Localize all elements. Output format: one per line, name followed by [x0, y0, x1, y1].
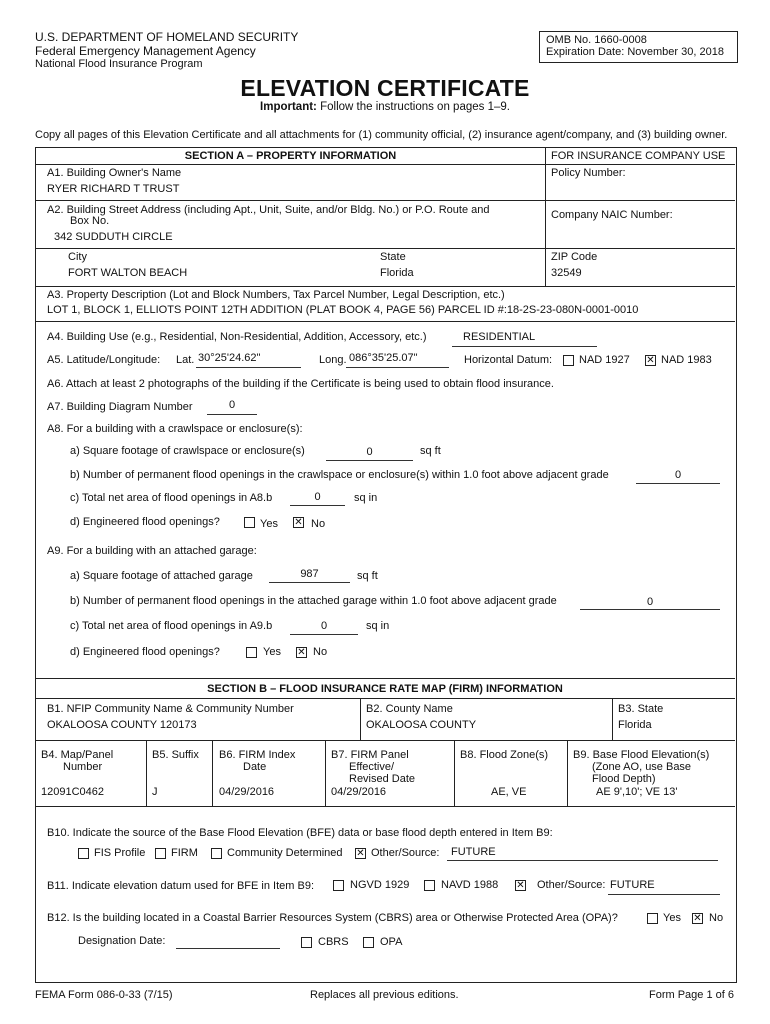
a9d-yes-checkbox[interactable] [246, 647, 257, 658]
a3-property-description[interactable]: LOT 1, BLOCK 1, ELLIOTS POINT 12TH ADDITION (PLAT BOOK 4, PAGE 56) PARCEL ID #:18-2S-23-080N-0001-0010 [47, 304, 639, 316]
a8c-label: c) Total net area of flood openings in A8.b [70, 492, 273, 504]
divider [35, 740, 735, 741]
b6-label: B6. FIRM Index [219, 749, 296, 761]
b10-label: B10. Indicate the source of the Base Flood Elevation (BFE) data or base flood depth entered in Item B9: [47, 827, 553, 839]
divider [325, 740, 326, 806]
a9d-no-label: No [313, 646, 328, 658]
designation-date-label: Designation Date: [78, 935, 166, 947]
b8-flood-zone[interactable]: AE, VE [491, 786, 527, 798]
b12-label: B12. Is the building located in a Coastal Barrier Resources System (CBRS) area or Otherwise Protected Area (OPA)? [47, 912, 618, 924]
opa-checkbox[interactable] [363, 937, 374, 948]
b11-other-source[interactable]: FUTURE [610, 879, 655, 891]
a9d-label: d) Engineered flood openings? [70, 646, 220, 658]
a2-label-2: Box No. [70, 215, 110, 227]
b9-label-2: (Zone AO, use Base [592, 761, 692, 773]
page-number: Form Page 1 of 6 [649, 989, 734, 1001]
b12-no-label: No [709, 912, 724, 924]
department-name: U.S. DEPARTMENT OF HOMELAND SECURITY [35, 30, 299, 44]
omb-number: OMB No. 1660-0008 [546, 34, 647, 46]
b11-label: B11. Indicate elevation datum used for BFE in Item B9: [47, 880, 314, 892]
b10-fis-label: FIS Profile [94, 847, 146, 859]
nad1983-checkbox[interactable] [645, 355, 656, 366]
b6-label-2: Date [243, 761, 267, 773]
nad1983-label: NAD 1983 [661, 354, 712, 366]
a8d-yes-checkbox[interactable] [244, 517, 255, 528]
a8a-label: a) Square footage of crawlspace or enclosure(s) [70, 445, 305, 457]
b1-community[interactable]: OKALOOSA COUNTY 120173 [47, 719, 197, 731]
b12-yes-checkbox[interactable] [647, 913, 658, 924]
cbrs-checkbox[interactable] [301, 937, 312, 948]
nad1927-checkbox[interactable] [563, 355, 574, 366]
divider [567, 740, 568, 806]
b11-ngvd-checkbox[interactable] [333, 880, 344, 891]
a7-label: A7. Building Diagram Number [47, 401, 193, 413]
a8c-value[interactable]: 0 [314, 491, 321, 503]
section-a-title: SECTION A – PROPERTY INFORMATION [184, 150, 397, 162]
b7-label-3: Revised Date [349, 773, 416, 785]
program-name: National Flood Insurance Program [35, 58, 203, 70]
expiration-date: Expiration Date: November 30, 2018 [546, 46, 724, 58]
underline [580, 609, 720, 610]
b7-firm-panel-date[interactable]: 04/29/2016 [331, 786, 387, 798]
underline [290, 505, 345, 506]
b3-label: B3. State [618, 703, 664, 715]
b7-label-2: Effective/ [349, 761, 395, 773]
a8d-yes-label: Yes [260, 518, 278, 530]
underline [290, 634, 358, 635]
b10-community-label: Community Determined [227, 847, 343, 859]
a9c-label: c) Total net area of flood openings in A9.b [70, 620, 273, 632]
divider [35, 698, 735, 699]
underline [207, 414, 257, 415]
a9d-no-checkbox[interactable] [296, 647, 307, 658]
a1-owner-name[interactable]: RYER RICHARD T TRUST [47, 183, 180, 195]
divider [35, 248, 735, 249]
divider [212, 740, 213, 806]
b5-label: B5. Suffix [152, 749, 199, 761]
a5-label: A5. Latitude/Longitude: [47, 354, 161, 366]
important-note [0, 101, 770, 113]
b9-base-flood-elevation[interactable]: AE 9',10'; VE 13' [596, 786, 678, 798]
a6-label: A6. Attach at least 2 photographs of the building if the Certificate is being used to obtain flood insurance. [47, 378, 554, 390]
a8b-value[interactable]: 0 [674, 469, 682, 481]
a2-label: A2. Building Street Address (including Apt., Unit, Suite, and/or Bldg. No.) or P.O. Route and [47, 204, 490, 216]
b9-label: B9. Base Flood Elevation(s) [573, 749, 710, 761]
insurance-use-title: FOR INSURANCE COMPANY USE [551, 150, 726, 162]
state-label: State [380, 251, 406, 263]
divider [612, 698, 613, 740]
b1-label: B1. NFIP Community Name & Community Number [47, 703, 294, 715]
a1-label: A1. Building Owner's Name [47, 167, 182, 179]
underline [196, 367, 301, 368]
b2-county[interactable]: OKALOOSA COUNTY [366, 719, 477, 731]
cbrs-label: CBRS [318, 936, 349, 948]
naic-label: Company NAIC Number: [551, 209, 673, 221]
opa-label: OPA [380, 936, 403, 948]
divider [454, 740, 455, 806]
b11-ngvd-label: NGVD 1929 [350, 879, 410, 891]
city-value[interactable]: FORT WALTON BEACH [68, 267, 188, 279]
b9-label-3: Flood Depth) [592, 773, 656, 785]
longitude-value[interactable]: 086°35'25.07" [349, 352, 418, 364]
zip-label: ZIP Code [551, 251, 598, 263]
underline [346, 367, 449, 368]
long-label: Long. [319, 354, 347, 366]
a9c-value[interactable]: 0 [320, 620, 328, 632]
a9b-value[interactable]: 0 [646, 596, 654, 608]
section-b-title: SECTION B – FLOOD INSURANCE RATE MAP (FIRM) INFORMATION [207, 683, 563, 695]
underline [326, 460, 413, 461]
b4-label-2: Number [63, 761, 103, 773]
divider [35, 164, 735, 165]
a8d-no-label: No [311, 518, 326, 530]
form-number: FEMA Form 086-0-33 (7/15) [35, 989, 173, 1001]
lat-label: Lat. [176, 354, 195, 366]
zip-value[interactable]: 32549 [551, 267, 582, 279]
replaces-note: Replaces all previous editions. [310, 989, 459, 1001]
b3-state[interactable]: Florida [618, 719, 652, 731]
important-label: Important: [260, 101, 317, 113]
b10-fis-checkbox[interactable] [78, 848, 89, 859]
page-title: ELEVATION CERTIFICATE [240, 75, 530, 101]
b4-map-panel[interactable]: 12091C0462 [41, 786, 105, 798]
a8d-no-checkbox[interactable] [293, 517, 304, 528]
underline [269, 582, 350, 583]
b11-other-checkbox[interactable] [515, 880, 526, 891]
divider [35, 200, 735, 201]
important-text: Follow the instructions on pages 1–9. [320, 101, 510, 113]
b12-yes-label: Yes [663, 912, 681, 924]
a8b-label: b) Number of permanent flood openings in the crawlspace or enclosure(s) within 1.0 foot above adjacent grade [70, 469, 609, 481]
omb-box [539, 31, 738, 63]
divider [35, 321, 735, 322]
underline [447, 860, 718, 861]
copy-instructions: Copy all pages of this Elevation Certificate and all attachments for (1) community official, (2) insurance agent/company, and (3) building owner. [35, 129, 728, 141]
a8-label: A8. For a building with a crawlspace or enclosure(s): [47, 423, 303, 435]
b10-other-label: Other/Source: [371, 847, 440, 859]
a4-label: A4. Building Use (e.g., Residential, Non-Residential, Addition, Accessory, etc.) [47, 331, 427, 343]
b8-label: B8. Flood Zone(s) [460, 749, 549, 761]
insurance-col-divider [545, 147, 546, 286]
policy-number-label: Policy Number: [551, 167, 626, 179]
a9c-unit: sq in [366, 620, 390, 632]
b5-suffix[interactable]: J [152, 786, 158, 798]
city-label: City [68, 251, 87, 263]
b11-navd-checkbox[interactable] [424, 880, 435, 891]
nad1927-label: NAD 1927 [579, 354, 630, 366]
designation-date-field[interactable] [176, 948, 280, 949]
b4-label: B4. Map/Panel [41, 749, 114, 761]
underline [636, 483, 720, 484]
b10-firm-label: FIRM [171, 847, 198, 859]
b11-other-label: Other/Source: [537, 879, 606, 891]
agency-name: Federal Emergency Management Agency [35, 44, 256, 58]
a8a-value[interactable]: 0 [366, 446, 373, 458]
b7-label: B7. FIRM Panel [331, 749, 409, 761]
a8c-unit: sq in [354, 492, 378, 504]
a8d-label: d) Engineered flood openings? [70, 516, 220, 528]
underline [452, 346, 597, 347]
a9a-value[interactable]: 987 [300, 568, 319, 580]
underline [608, 894, 720, 895]
divider [35, 806, 735, 807]
a7-diagram-number[interactable]: 0 [228, 399, 236, 411]
b10-other-checkbox[interactable] [355, 848, 366, 859]
divider [360, 698, 361, 740]
state-value[interactable]: Florida [380, 267, 414, 279]
b6-firm-index-date[interactable]: 04/29/2016 [219, 786, 275, 798]
a9a-label: a) Square footage of attached garage [70, 570, 253, 582]
a9d-yes-label: Yes [263, 646, 281, 658]
b10-community-checkbox[interactable] [211, 848, 222, 859]
datum-label: Horizontal Datum: [464, 354, 553, 366]
a4-building-use[interactable]: RESIDENTIAL [463, 331, 536, 343]
b10-firm-checkbox[interactable] [155, 848, 166, 859]
latitude-value[interactable]: 30°25'24.62" [198, 352, 261, 364]
a8a-unit: sq ft [420, 445, 441, 457]
a3-label: A3. Property Description (Lot and Block Numbers, Tax Parcel Number, Legal Description, etc.) [47, 289, 505, 301]
b12-no-checkbox[interactable] [692, 913, 703, 924]
a9b-label: b) Number of permanent flood openings in the attached garage within 1.0 foot above adjacent grade [70, 595, 557, 607]
a9-label: A9. For a building with an attached garage: [47, 545, 257, 557]
b10-other-source[interactable]: FUTURE [451, 846, 496, 858]
a9a-unit: sq ft [357, 570, 378, 582]
b11-navd-label: NAVD 1988 [441, 879, 499, 891]
divider [146, 740, 147, 806]
divider [35, 678, 735, 679]
a2-street-address[interactable]: 342 SUDDUTH CIRCLE [54, 231, 173, 243]
divider [35, 286, 735, 287]
b2-label: B2. County Name [366, 703, 453, 715]
